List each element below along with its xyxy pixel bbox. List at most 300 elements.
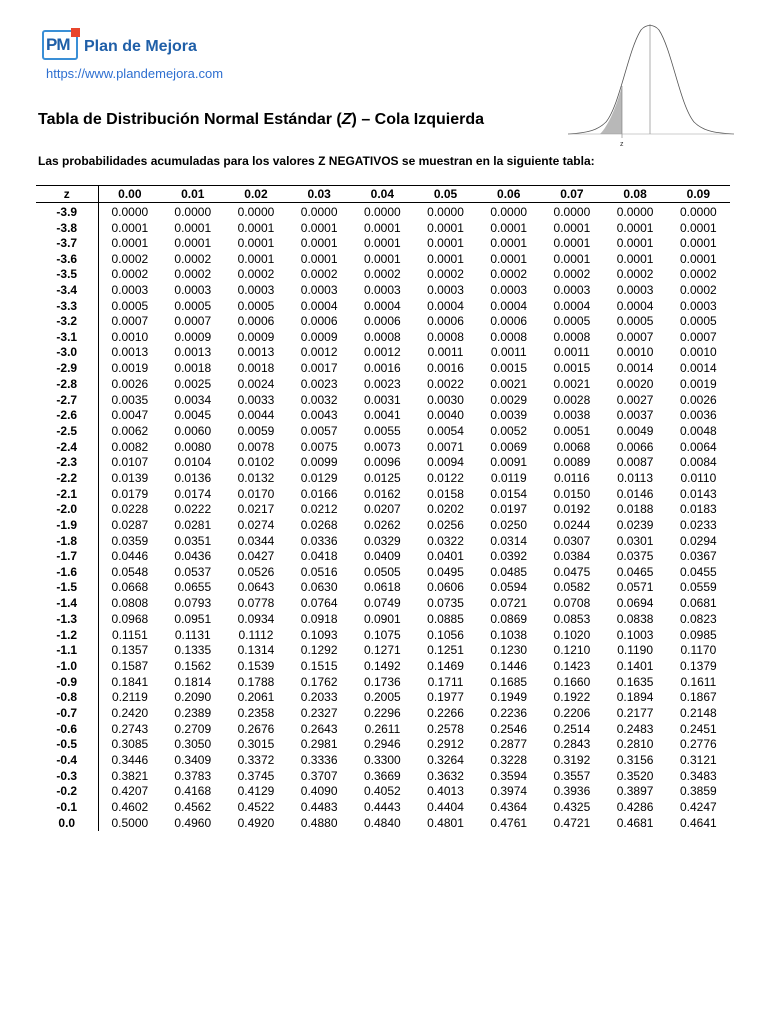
z-value-cell: -3.3 — [36, 299, 98, 315]
probability-cell: 0.0582 — [553, 580, 591, 595]
probability-cell: 0.0022 — [427, 376, 464, 391]
logo-accent-square — [71, 28, 80, 37]
probability-cell: 0.2206 — [553, 706, 591, 721]
header-col: 0.02 — [224, 186, 287, 203]
probability-cell: 0.0179 — [111, 486, 149, 501]
probability-cell: 0.1210 — [553, 643, 591, 658]
probability-cell: 0.0250 — [490, 517, 528, 532]
z-value-cell: -2.6 — [36, 408, 98, 424]
header-col: 0.05 — [414, 186, 477, 203]
probability-cell: 0.0071 — [427, 439, 464, 454]
probability-cell: 0.0001 — [111, 236, 149, 251]
header-z: z — [36, 186, 98, 203]
z-value-cell: -1.8 — [36, 534, 98, 550]
probability-cell: 0.3783 — [174, 768, 212, 783]
probability-cell: 0.0655 — [174, 580, 212, 595]
probability-cell: 0.0951 — [174, 612, 212, 627]
probability-cell: 0.0107 — [111, 455, 149, 470]
probability-cell: 0.0150 — [553, 486, 591, 501]
probability-cell: 0.0630 — [300, 580, 338, 595]
probability-cell: 0.0005 — [174, 298, 212, 313]
z-value-cell: -3.8 — [36, 221, 98, 237]
probability-cell: 0.0000 — [363, 205, 401, 219]
table-row — [36, 643, 730, 659]
probability-cell: 0.1711 — [427, 674, 464, 689]
probability-cell: 0.0136 — [174, 470, 212, 485]
probability-cell: 0.0197 — [490, 502, 528, 517]
probability-cell: 0.2709 — [174, 721, 212, 736]
probability-cell: 0.0571 — [616, 580, 654, 595]
probability-cell: 0.0681 — [679, 596, 717, 611]
z-value-cell: -2.0 — [36, 502, 98, 518]
probability-cell: 0.3050 — [174, 737, 212, 752]
probability-cell: 0.0001 — [490, 251, 528, 266]
probability-cell: 0.0021 — [490, 376, 528, 391]
z-value-cell: -2.5 — [36, 424, 98, 440]
probability-cell: 0.0183 — [679, 502, 717, 517]
probability-cell: 0.1020 — [553, 627, 591, 642]
probability-cell: 0.0028 — [553, 392, 591, 407]
probability-cell: 0.0143 — [679, 486, 717, 501]
probability-cell: 0.4090 — [300, 784, 338, 799]
probability-cell: 0.0001 — [237, 251, 275, 266]
probability-cell: 0.1003 — [616, 627, 654, 642]
probability-cell: 0.0262 — [363, 517, 401, 532]
probability-cell: 0.0526 — [237, 564, 275, 579]
probability-cell: 0.0003 — [427, 282, 464, 297]
probability-cell: 0.0037 — [616, 408, 654, 423]
probability-cell: 0.0505 — [363, 564, 401, 579]
probability-cell: 0.0004 — [427, 298, 464, 313]
z-value-cell: -1.0 — [36, 659, 98, 675]
probability-cell: 0.1587 — [111, 658, 149, 673]
probability-cell: 0.0401 — [427, 549, 464, 564]
probability-cell: 0.0066 — [616, 439, 654, 454]
probability-cell: 0.0735 — [427, 596, 464, 611]
probability-cell: 0.3936 — [553, 784, 591, 799]
probability-cell: 0.3745 — [237, 768, 275, 783]
probability-cell: 0.0000 — [300, 205, 338, 219]
probability-cell: 0.2676 — [237, 721, 275, 736]
probability-cell: 0.0436 — [174, 549, 212, 564]
probability-cell: 0.4325 — [553, 800, 591, 814]
probability-cell: 0.0011 — [490, 345, 527, 360]
probability-cell: 0.2148 — [679, 706, 717, 721]
probability-cell: 0.1762 — [300, 674, 338, 689]
probability-cell: 0.0281 — [174, 517, 212, 532]
table-row — [36, 203, 730, 221]
probability-cell: 0.0721 — [490, 596, 528, 611]
probability-cell: 0.0045 — [174, 408, 212, 423]
probability-cell: 0.0594 — [490, 580, 528, 595]
probability-cell: 0.4052 — [363, 784, 401, 799]
probability-cell: 0.2912 — [427, 737, 464, 752]
probability-cell: 0.0099 — [300, 455, 338, 470]
probability-cell: 0.1170 — [680, 643, 717, 658]
table-row — [36, 612, 730, 628]
probability-cell: 0.3594 — [490, 768, 528, 783]
probability-cell: 0.3300 — [363, 753, 401, 768]
probability-cell: 0.0005 — [553, 314, 591, 329]
probability-cell: 0.0116 — [554, 470, 590, 485]
probability-cell: 0.2877 — [490, 737, 528, 752]
probability-cell: 0.0001 — [237, 236, 275, 251]
probability-cell: 0.0047 — [111, 408, 149, 423]
probability-cell: 0.0007 — [679, 329, 717, 344]
probability-cell: 0.1788 — [237, 674, 275, 689]
table-row — [36, 361, 730, 377]
probability-cell: 0.1562 — [174, 658, 212, 673]
probability-cell: 0.2810 — [616, 737, 654, 752]
probability-cell: 0.0048 — [679, 423, 717, 438]
z-value-cell: -3.5 — [36, 267, 98, 283]
probability-cell: 0.4364 — [490, 800, 528, 814]
probability-cell: 0.0001 — [174, 220, 212, 235]
probability-cell: 0.0069 — [490, 439, 528, 454]
probability-cell: 0.0158 — [427, 486, 464, 501]
z-value-cell: -0.8 — [36, 690, 98, 706]
probability-cell: 0.0146 — [616, 486, 654, 501]
logo-mark-text: PM — [46, 35, 70, 54]
probability-cell: 0.0764 — [300, 596, 338, 611]
probability-cell: 0.4681 — [616, 815, 654, 830]
probability-cell: 0.3821 — [111, 768, 149, 783]
probability-cell: 0.0003 — [679, 298, 717, 313]
probability-cell: 0.2389 — [174, 706, 212, 721]
probability-cell: 0.0025 — [174, 376, 212, 391]
probability-cell: 0.3974 — [490, 784, 528, 799]
probability-cell: 0.0010 — [616, 345, 654, 360]
probability-cell: 0.1075 — [363, 627, 401, 642]
probability-cell: 0.2358 — [237, 706, 275, 721]
probability-cell: 0.0006 — [490, 314, 528, 329]
probability-cell: 0.0001 — [553, 236, 591, 251]
probability-cell: 0.0351 — [174, 533, 212, 548]
probability-cell: 0.3446 — [111, 753, 149, 768]
probability-cell: 0.0287 — [111, 517, 149, 532]
probability-cell: 0.0985 — [679, 627, 717, 642]
probability-cell: 0.2296 — [363, 706, 401, 721]
probability-cell: 0.0002 — [679, 282, 717, 297]
website-link[interactable]: https://www.plandemejora.com — [46, 66, 224, 81]
z-value-cell: -0.5 — [36, 737, 98, 753]
probability-cell: 0.0329 — [363, 533, 401, 548]
probability-cell: 0.0009 — [174, 329, 212, 344]
z-value-cell: -3.2 — [36, 314, 98, 330]
probability-cell: 0.0051 — [553, 423, 591, 438]
probability-cell: 0.0110 — [680, 470, 717, 485]
probability-cell: 0.0853 — [553, 612, 591, 627]
brand-name: Plan de Mejora — [84, 38, 197, 55]
probability-cell: 0.0838 — [616, 612, 654, 627]
probability-cell: 0.0084 — [679, 455, 717, 470]
probability-cell: 0.0005 — [679, 314, 717, 329]
probability-cell: 0.1611 — [680, 674, 717, 689]
probability-cell: 0.2946 — [363, 737, 401, 752]
probability-cell: 0.0044 — [237, 408, 275, 423]
probability-cell: 0.0003 — [174, 282, 212, 297]
table-row — [36, 549, 730, 565]
table-row — [36, 816, 730, 832]
probability-cell: 0.0516 — [300, 564, 338, 579]
probability-cell: 0.0001 — [300, 251, 338, 266]
probability-cell: 0.0038 — [553, 408, 591, 423]
table-row — [36, 737, 730, 753]
z-value-cell: 0.0 — [36, 816, 98, 832]
probability-cell: 0.0019 — [111, 361, 149, 376]
probability-cell: 0.0001 — [174, 236, 212, 251]
probability-cell: 0.0016 — [363, 361, 401, 376]
probability-cell: 0.0495 — [427, 564, 464, 579]
probability-cell: 0.0035 — [111, 392, 149, 407]
probability-cell: 0.0202 — [427, 502, 464, 517]
probability-cell: 0.0005 — [616, 314, 654, 329]
z-value-cell: -1.1 — [36, 643, 98, 659]
probability-cell: 0.2033 — [300, 690, 338, 705]
table-row — [36, 377, 730, 393]
probability-cell: 0.0207 — [363, 502, 401, 517]
probability-cell: 0.4641 — [679, 815, 717, 830]
probability-cell: 0.0004 — [300, 298, 338, 313]
probability-cell: 0.0016 — [427, 361, 464, 376]
probability-cell: 0.1093 — [300, 627, 338, 642]
probability-cell: 0.0062 — [111, 423, 149, 438]
probability-cell: 0.0668 — [111, 580, 149, 595]
probability-cell: 0.0002 — [300, 267, 338, 282]
probability-cell: 0.0934 — [237, 612, 275, 627]
probability-cell: 0.0082 — [111, 439, 149, 454]
probability-cell: 0.0003 — [616, 282, 654, 297]
header-col: 0.00 — [98, 186, 161, 203]
probability-cell: 0.2451 — [679, 721, 717, 736]
probability-cell: 0.1151 — [111, 627, 148, 642]
probability-cell: 0.0002 — [490, 267, 528, 282]
probability-cell: 0.0102 — [237, 455, 275, 470]
probability-cell: 0.4602 — [111, 800, 149, 814]
probability-cell: 0.0322 — [427, 533, 464, 548]
probability-cell: 0.2981 — [300, 737, 338, 752]
probability-cell: 0.0005 — [237, 298, 275, 313]
probability-cell: 0.0021 — [553, 376, 591, 391]
table-body — [36, 203, 730, 832]
probability-cell: 0.3336 — [300, 753, 338, 768]
table-row — [36, 534, 730, 550]
probability-cell: 0.0004 — [553, 298, 591, 313]
probability-cell: 0.0002 — [174, 267, 212, 282]
probability-cell: 0.0094 — [427, 455, 464, 470]
probability-cell: 0.0188 — [616, 502, 654, 517]
probability-cell: 0.0005 — [111, 298, 149, 313]
probability-cell: 0.3372 — [237, 753, 275, 768]
table-row — [36, 502, 730, 518]
probability-cell: 0.1112 — [238, 627, 274, 642]
probability-cell: 0.0027 — [616, 392, 654, 407]
probability-cell: 0.4168 — [174, 784, 212, 799]
probability-cell: 0.1357 — [111, 643, 149, 658]
probability-cell: 0.0001 — [300, 220, 338, 235]
probability-cell: 0.0559 — [679, 580, 717, 595]
probability-cell: 0.0087 — [616, 455, 654, 470]
probability-cell: 0.4761 — [490, 815, 528, 830]
probability-cell: 0.3632 — [427, 768, 464, 783]
probability-cell: 0.2546 — [490, 721, 528, 736]
table-row — [36, 580, 730, 596]
probability-cell: 0.0007 — [174, 314, 212, 329]
probability-cell: 0.0000 — [616, 205, 654, 219]
probability-cell: 0.0000 — [679, 205, 717, 219]
probability-cell: 0.0001 — [616, 220, 654, 235]
table-row — [36, 659, 730, 675]
probability-cell: 0.0001 — [616, 236, 654, 251]
probability-cell: 0.0059 — [237, 423, 275, 438]
probability-cell: 0.0212 — [300, 502, 338, 517]
probability-cell: 0.0125 — [363, 470, 401, 485]
probability-cell: 0.0064 — [679, 439, 717, 454]
logo-mark — [42, 30, 78, 60]
probability-cell: 0.0041 — [363, 408, 401, 423]
probability-cell: 0.0166 — [300, 486, 338, 501]
table-row — [36, 299, 730, 315]
probability-cell: 0.3897 — [616, 784, 654, 799]
normal-curve — [568, 26, 734, 135]
probability-cell: 0.0007 — [616, 329, 654, 344]
probability-cell: 0.0006 — [237, 314, 275, 329]
probability-cell: 0.0020 — [616, 376, 654, 391]
probability-cell: 0.0003 — [300, 282, 338, 297]
probability-cell: 0.0036 — [679, 408, 717, 423]
probability-cell: 0.0009 — [237, 329, 275, 344]
title-z: Z — [341, 111, 352, 128]
probability-cell: 0.2119 — [111, 690, 148, 705]
probability-cell: 0.0239 — [616, 517, 654, 532]
probability-cell: 0.0113 — [617, 470, 653, 485]
probability-cell: 0.0008 — [490, 329, 528, 344]
probability-cell: 0.0014 — [616, 361, 654, 376]
title-suffix: ) – Cola Izquierda — [351, 111, 485, 128]
probability-cell: 0.0026 — [111, 376, 149, 391]
header-col: 0.04 — [351, 186, 414, 203]
probability-cell: 0.0017 — [300, 361, 338, 376]
probability-cell: 0.0314 — [490, 533, 528, 548]
z-value-cell: -0.4 — [36, 753, 98, 769]
probability-cell: 0.0000 — [427, 205, 464, 219]
probability-cell: 0.3859 — [679, 784, 717, 799]
probability-cell: 0.0013 — [174, 345, 212, 360]
probability-cell: 0.0010 — [679, 345, 717, 360]
probability-cell: 0.0073 — [363, 439, 401, 454]
probability-cell: 0.0885 — [427, 612, 464, 627]
probability-cell: 0.0537 — [174, 564, 212, 579]
table-row — [36, 455, 730, 471]
probability-cell: 0.0080 — [174, 439, 212, 454]
probability-cell: 0.0968 — [111, 612, 149, 627]
probability-cell: 0.2327 — [300, 706, 338, 721]
probability-cell: 0.0001 — [490, 220, 528, 235]
probability-cell: 0.0694 — [616, 596, 654, 611]
probability-cell: 0.1423 — [553, 658, 591, 673]
probability-cell: 0.0010 — [111, 329, 149, 344]
probability-cell: 0.3483 — [679, 768, 717, 783]
probability-cell: 0.1949 — [490, 690, 528, 705]
probability-cell: 0.0485 — [490, 564, 528, 579]
probability-cell: 0.0004 — [616, 298, 654, 313]
probability-cell: 0.3015 — [237, 737, 275, 752]
z-value-cell: -3.9 — [36, 203, 98, 221]
table-row — [36, 769, 730, 785]
probability-cell: 0.0004 — [490, 298, 528, 313]
probability-cell: 0.2177 — [616, 706, 654, 721]
probability-cell: 0.2578 — [427, 721, 464, 736]
z-value-cell: -2.1 — [36, 487, 98, 503]
probability-cell: 0.0000 — [237, 205, 275, 219]
probability-cell: 0.0162 — [363, 486, 401, 501]
probability-cell: 0.0901 — [363, 612, 401, 627]
probability-cell: 0.0104 — [174, 455, 212, 470]
probability-cell: 0.4483 — [300, 800, 338, 814]
probability-cell: 0.2514 — [553, 721, 591, 736]
probability-cell: 0.1539 — [237, 658, 275, 673]
probability-cell: 0.0274 — [237, 517, 275, 532]
probability-cell: 0.0002 — [363, 267, 401, 282]
header-col: 0.03 — [288, 186, 351, 203]
z-value-cell: -3.7 — [36, 236, 98, 252]
probability-cell: 0.2236 — [490, 706, 528, 721]
z-value-cell: -1.7 — [36, 549, 98, 565]
probability-cell: 0.0001 — [553, 251, 591, 266]
probability-cell: 0.0001 — [363, 236, 401, 251]
probability-cell: 0.0455 — [679, 564, 717, 579]
table-row — [36, 330, 730, 346]
probability-cell: 0.1335 — [174, 643, 212, 658]
probability-cell: 0.0068 — [553, 439, 591, 454]
probability-cell: 0.2061 — [237, 690, 275, 705]
probability-cell: 0.4960 — [174, 815, 212, 830]
probability-cell: 0.0089 — [553, 455, 591, 470]
probability-cell: 0.4801 — [427, 815, 464, 830]
probability-cell: 0.4207 — [111, 784, 149, 799]
probability-cell: 0.3192 — [553, 753, 591, 768]
probability-cell: 0.0869 — [490, 612, 528, 627]
probability-cell: 0.0030 — [427, 392, 464, 407]
probability-cell: 0.3520 — [616, 768, 654, 783]
probability-cell: 0.0004 — [363, 298, 401, 313]
probability-cell: 0.1867 — [679, 690, 717, 705]
probability-cell: 0.0032 — [300, 392, 338, 407]
probability-cell: 0.0778 — [237, 596, 275, 611]
probability-cell: 0.0024 — [237, 376, 275, 391]
probability-cell: 0.0301 — [616, 533, 654, 548]
probability-cell: 0.0003 — [363, 282, 401, 297]
probability-cell: 0.1251 — [427, 643, 464, 658]
probability-cell: 0.0409 — [363, 549, 401, 564]
probability-cell: 0.0119 — [490, 470, 527, 485]
z-value-cell: -1.6 — [36, 565, 98, 581]
probability-cell: 0.0013 — [111, 345, 149, 360]
probability-cell: 0.0000 — [553, 205, 591, 219]
probability-cell: 0.1131 — [174, 627, 211, 642]
z-value-cell: -0.7 — [36, 706, 98, 722]
probability-cell: 0.4247 — [679, 800, 717, 814]
probability-cell: 0.0749 — [363, 596, 401, 611]
header-col: 0.07 — [540, 186, 603, 203]
probability-cell: 0.0001 — [427, 220, 464, 235]
probability-cell: 0.4443 — [363, 800, 401, 814]
probability-cell: 0.2776 — [679, 737, 717, 752]
probability-cell: 0.0003 — [237, 282, 275, 297]
probability-cell: 0.0465 — [616, 564, 654, 579]
probability-cell: 0.1635 — [616, 674, 654, 689]
z-value-cell: -1.9 — [36, 518, 98, 534]
